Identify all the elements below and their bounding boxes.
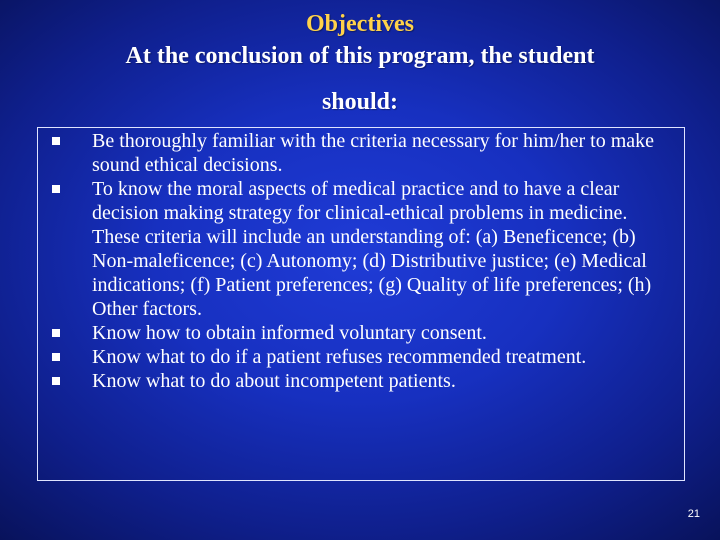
square-bullet-icon xyxy=(52,185,60,193)
title-subheading-end: should: xyxy=(321,89,399,115)
square-bullet-icon xyxy=(52,353,60,361)
list-item xyxy=(38,369,684,393)
slide-title xyxy=(60,8,660,118)
title-heading: Objectives xyxy=(306,11,414,37)
title-subheading: At the conclusion of this program, the student xyxy=(125,43,595,69)
objectives-list xyxy=(38,129,684,393)
square-bullet-icon xyxy=(52,329,60,337)
list-item xyxy=(38,345,684,369)
list-item-text: Be thoroughly familiar with the criteria necessary for him/her to make sound ethical decisions. xyxy=(92,130,655,176)
objectives-box xyxy=(37,127,685,481)
square-bullet-icon xyxy=(52,137,60,145)
square-bullet-icon xyxy=(52,377,60,385)
page-number: 21 xyxy=(687,508,700,520)
list-item-text: Know what to do if a patient refuses recommended treatment. xyxy=(92,346,587,368)
list-item xyxy=(38,129,684,177)
list-item-text: Know what to do about incompetent patients. xyxy=(92,370,456,392)
list-item-text: Know how to obtain informed voluntary consent. xyxy=(92,322,487,344)
list-item xyxy=(38,177,684,321)
list-item xyxy=(38,321,684,345)
list-item-text: To know the moral aspects of medical practice and to have a clear decision making strategy for clinical-ethical problems in medicine. These criteria will include an understanding of: (a) Beneficence; (b) Non-maleficence; (c) Autonomy; (d) Distributive justice; (e) Medical indications; (f) Patient preferences; (g) Quality of life preferences; (h) Other factors. xyxy=(92,178,652,320)
